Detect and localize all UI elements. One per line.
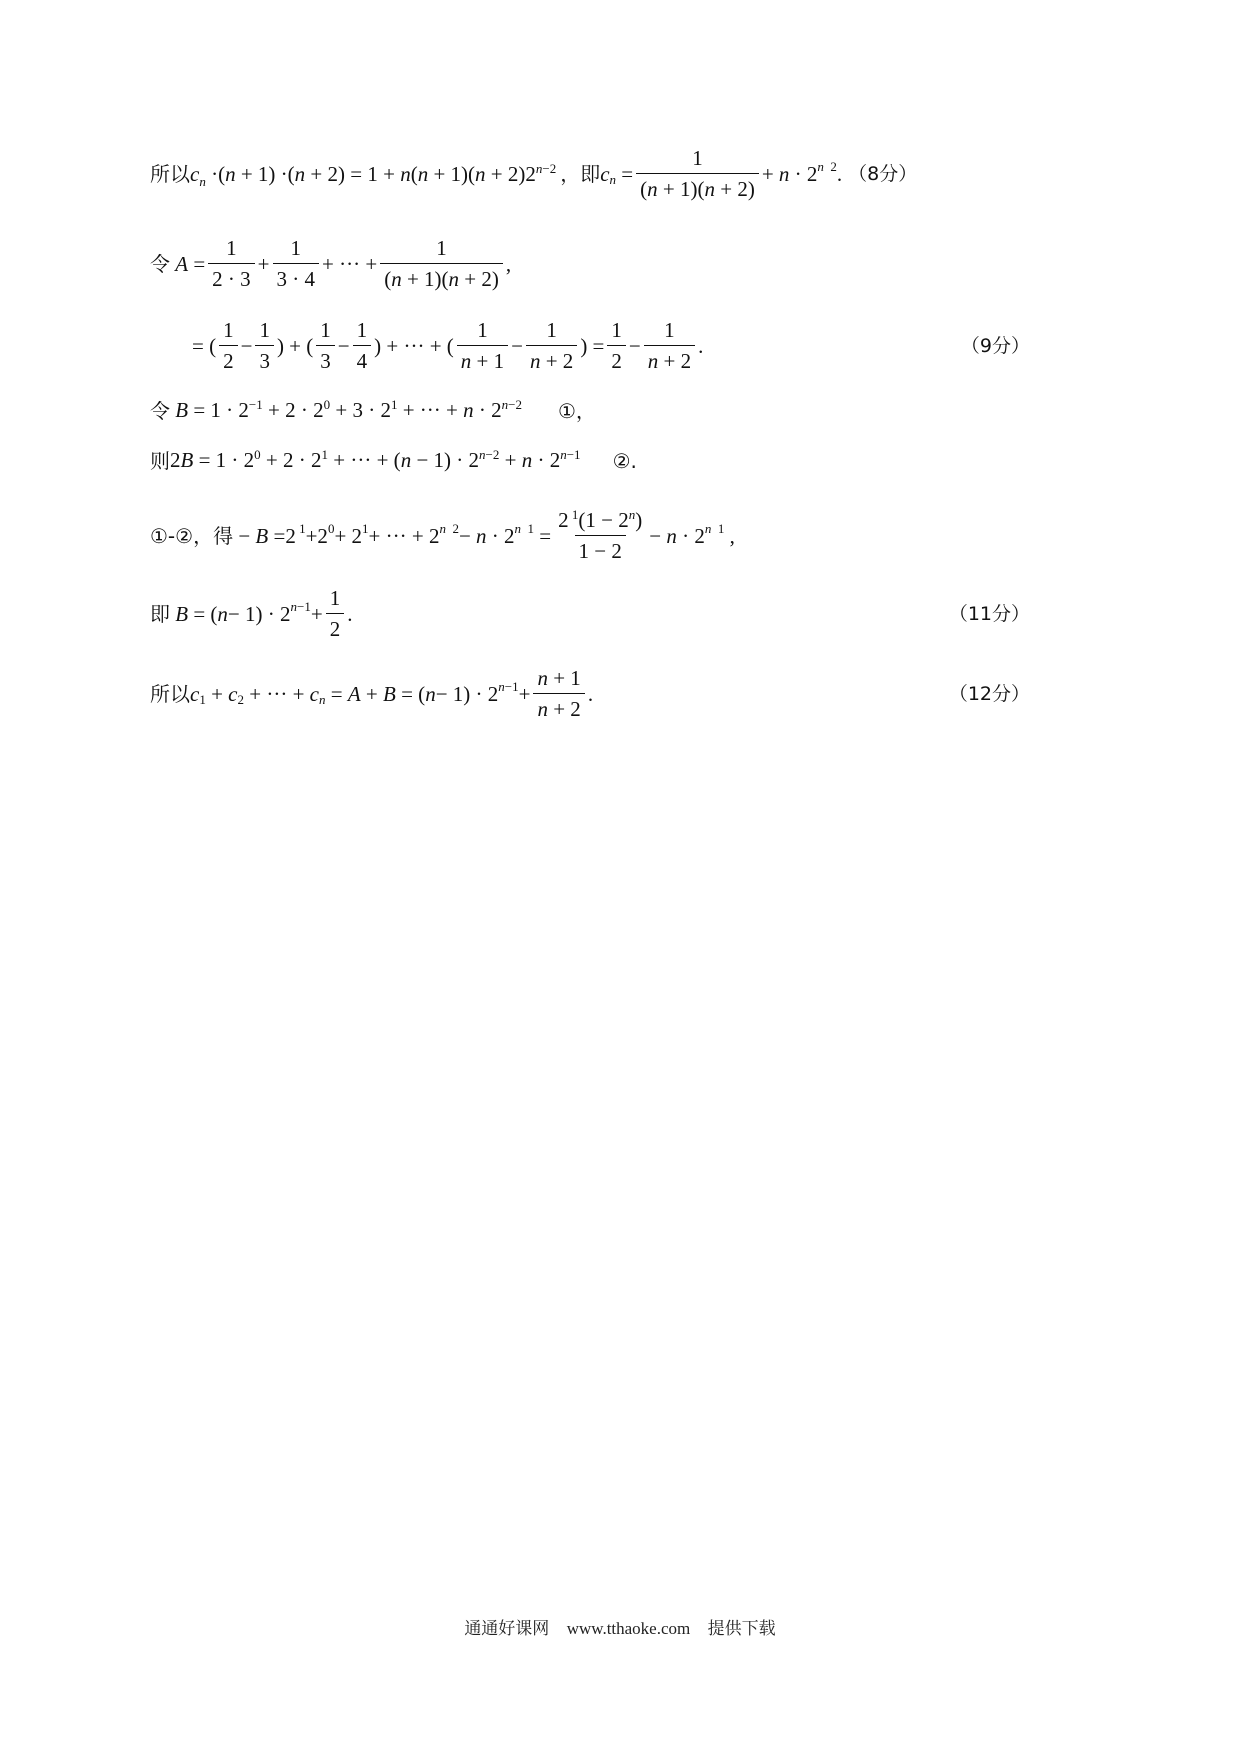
equation-mark-1: ①， xyxy=(557,398,596,423)
equation-subtraction: − B =2 $^1$ +2 $^0$ + 2 $^1$ + ··· + 2 $^{n 2}$ − n · 2 $^{n 1}$ = $\frac{2 ^1(1 - 2^n)}{1 - 2}$ − n · 2 $^{n 1}$ , xyxy=(233,507,735,563)
score-11: （11分） xyxy=(948,602,1030,625)
equation-b-definition: $B = 1 \cdot 2^{-1} + 2 \cdot 2^0 + 3 \cdot 2^1$ + ··· + $n \cdot 2^{n-2}$ xyxy=(175,397,522,422)
equation-2b-definition: $2B = 1 \cdot 2^0 + 2 \cdot 2^1$ + ··· + $(n - 1) \cdot 2^{n-2} + n \cdot 2^{n-1}$ xyxy=(170,447,581,472)
score-8: （8分） xyxy=(848,162,918,185)
equation-line-3 xyxy=(150,320,1030,372)
fraction: $\frac{1}{(n + 1)(n + 2)}$ xyxy=(636,148,759,200)
footer-suffix: 提供下载 xyxy=(707,1619,776,1639)
score-12: （12分） xyxy=(948,682,1030,705)
equation-line-6 xyxy=(150,507,1030,563)
footer-site-name: 通通好课网 xyxy=(464,1619,550,1639)
line-6-prefix: ①-②，得 xyxy=(150,524,234,548)
equation-line-1 xyxy=(150,148,1030,200)
score-9: （9分） xyxy=(960,334,1030,357)
equation-line-8 xyxy=(150,668,1030,720)
equation-b-result: B = ( n − 1) · 2 $^{n -1}$ + $\frac{1}{2}$ . xyxy=(175,586,353,641)
equation-a-definition: A = $\frac{1}{2 \cdot 3}$ + $\frac{1}{3 \cdot 4}$ + ··· + $\frac{1}{(n + 1)(n + 2)}$ , xyxy=(175,236,512,291)
line-7-prefix: 即 xyxy=(150,602,170,626)
equation-a-telescoping: = ( $\frac{1}{2}$ − $\frac{1}{3}$ ) + ( $\frac{1}{3}$ − $\frac{1}{4}$ ) + ··· + ( $\frac{1}{n + 1}$ − $\frac{1}{n + 2}$ ) = $\frac{1}{2}$ − $\frac{1}{n + 2}$ . xyxy=(192,318,704,373)
equation-cn-product: $c_n \cdot(n + 1) \cdot(n + 2) = 1 + n(n + 1)(n + 2)2^{n-2}$ xyxy=(190,160,557,189)
equation-line-7 xyxy=(150,588,1030,640)
line-2-prefix: 令 xyxy=(150,252,170,276)
equation-line-4 xyxy=(150,397,1030,423)
line-8-prefix: 所以 xyxy=(150,682,190,706)
line-4-prefix: 令 xyxy=(150,398,170,423)
equation-line-2 xyxy=(150,238,1030,290)
equation-line-5 xyxy=(150,447,1030,473)
equation-cn-formula: c $_n$ = $\frac{1}{(n + 1)(n + 2)}$ + n · 2 $^{n 2}$ . xyxy=(600,146,843,201)
line-5-prefix: 则 xyxy=(150,448,170,473)
line-1-mid: ，即 xyxy=(560,162,601,186)
equation-mark-2: ②. xyxy=(612,448,637,473)
line-1-prefix: 所以 xyxy=(150,162,190,186)
page-footer xyxy=(0,1614,1240,1639)
equation-sum-result: c $_1$ + c $_2$ + ··· + c $_n$ = A + B = ( n − 1) · 2 $^{n -1}$ + $\frac{n + 1}{n + 2}$ . xyxy=(190,666,594,721)
footer-url: www.tthaoke.com xyxy=(566,1619,691,1638)
